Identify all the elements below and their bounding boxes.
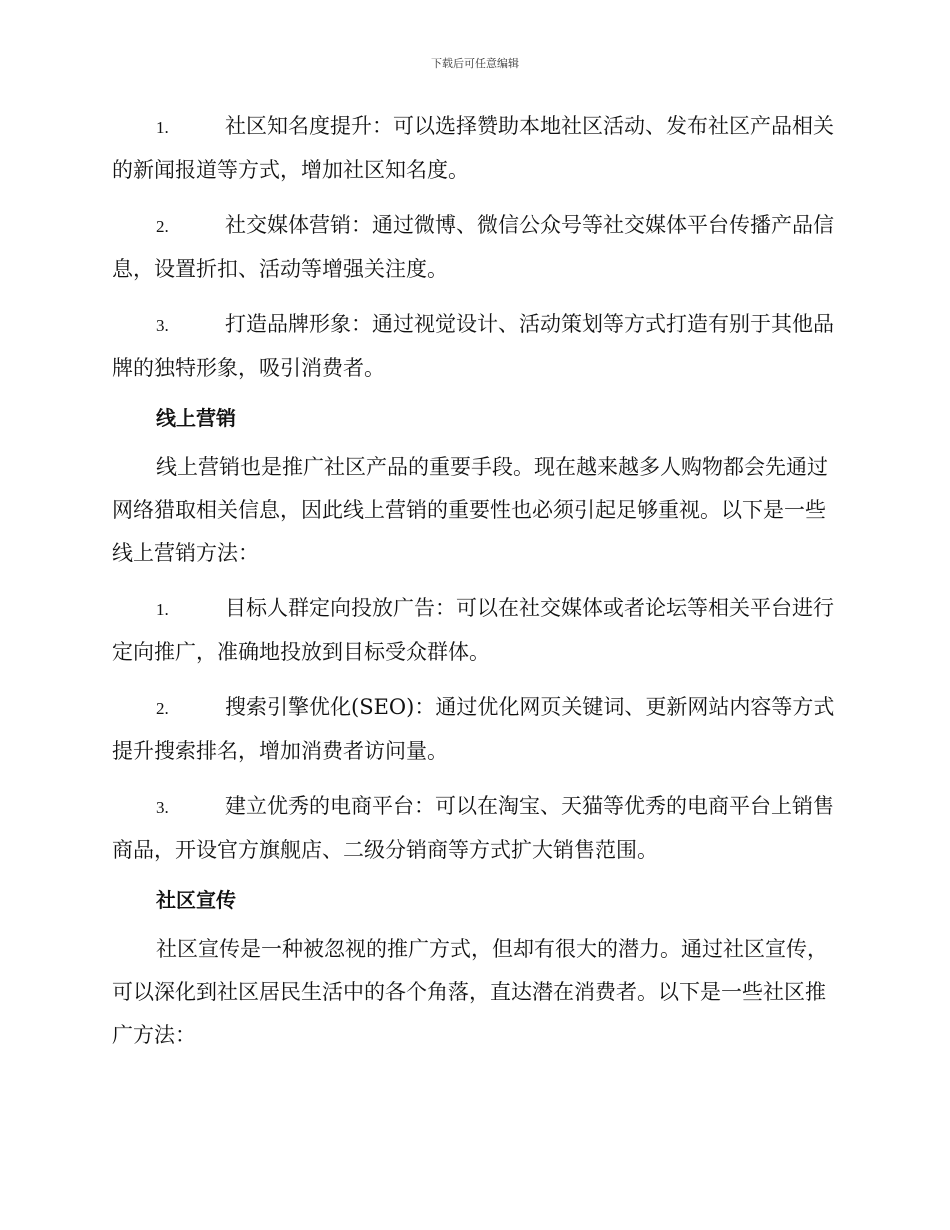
list-text: 搜索引擎优化(SEO)：通过优化网页关键词、更新网站内容等方式提升搜索排名，增加消费者访问量。 (112, 695, 835, 763)
list-item (112, 105, 837, 192)
list-item (112, 686, 837, 773)
list-number: 2. (156, 217, 169, 236)
list-text: 打造品牌形象：通过视觉设计、活动策划等方式打造有别于其他品牌的独特形象，吸引消费者。 (112, 312, 834, 380)
list-text: 社区知名度提升：可以选择赞助本地社区活动、发布社区产品相关的新闻报道等方式，增加社区知名度。 (112, 114, 834, 182)
list-number: 3. (156, 798, 169, 817)
list-text: 目标人群定向投放广告：可以在社交媒体或者论坛等相关平台进行定向推广，准确地投放到目标受众群体。 (112, 596, 834, 664)
list-item (112, 303, 837, 390)
document-body (112, 105, 837, 1069)
list-item (112, 785, 837, 872)
section-heading-community-promotion: 社区宣传 (156, 888, 236, 912)
section-intro: 线上营销也是推广社区产品的重要手段。现在越来越多人购物都会先通过网络猎取相关信息，因此线上营销的重要性也必须引起足够重视。以下是一些线上营销方法： (112, 455, 828, 565)
section-intro: 社区宣传是一种被忽视的推广方式，但却有很大的潜力。通过社区宣传，可以深化到社区居民生活中的各个角落，直达潜在消费者。以下是一些社区推广方法： (112, 937, 828, 1047)
list-item (112, 204, 837, 291)
list-text: 建立优秀的电商平台：可以在淘宝、天猫等优秀的电商平台上销售商品，开设官方旗舰店、二级分销商等方式扩大销售范围。 (112, 794, 834, 862)
list-number: 2. (156, 699, 169, 718)
list-text: 社交媒体营销：通过微博、微信公众号等社交媒体平台传播产品信息，设置折扣、活动等增强关注度。 (112, 213, 834, 281)
list-number: 1. (156, 600, 169, 619)
section-heading-online-marketing: 线上营销 (156, 406, 236, 430)
list-item (112, 587, 837, 674)
list-number: 1. (156, 118, 169, 137)
list-number: 3. (156, 316, 169, 335)
page-header: 下载后可任意编辑 (431, 57, 519, 70)
